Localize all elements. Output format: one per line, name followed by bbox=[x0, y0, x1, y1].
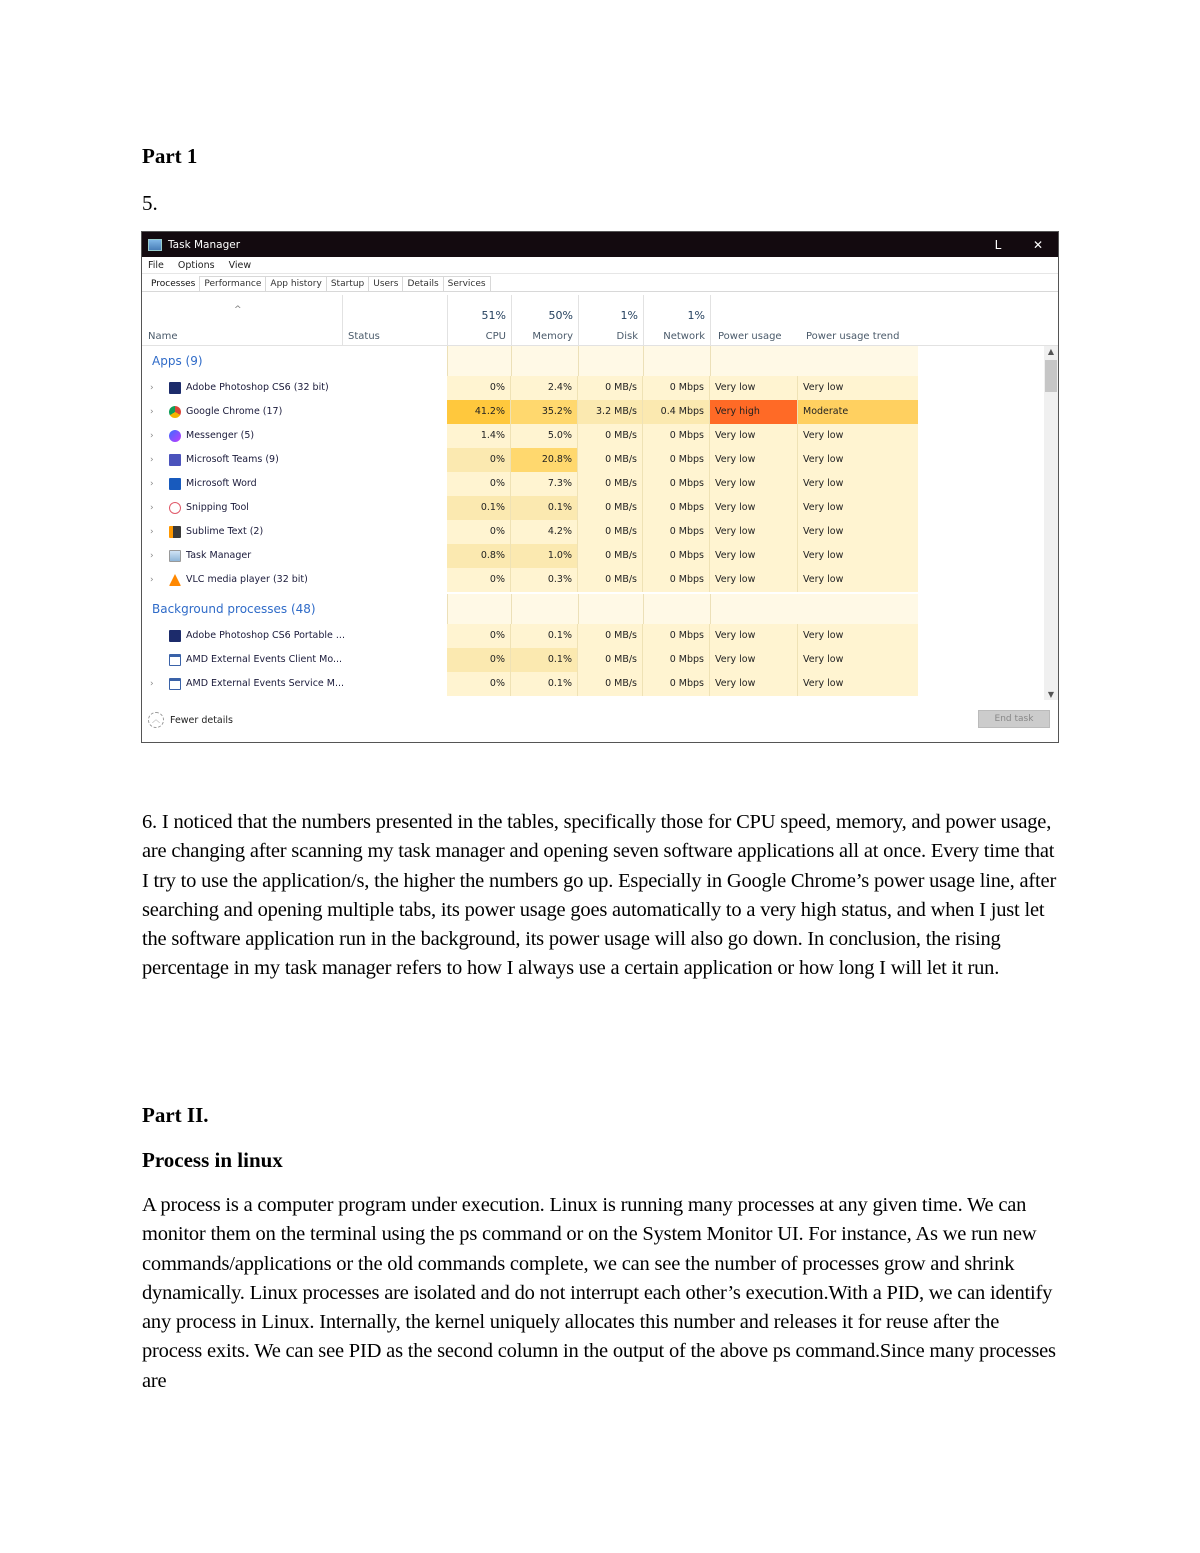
cell-network: 0 Mbps bbox=[643, 520, 710, 544]
cell-cpu: 0.8% bbox=[447, 544, 511, 568]
process-row[interactable] bbox=[142, 496, 1044, 520]
cell-memory: 20.8% bbox=[511, 448, 578, 472]
group-spacer-cell bbox=[447, 346, 511, 376]
tab-bar bbox=[142, 274, 1058, 292]
cell-power: Very high bbox=[710, 400, 798, 424]
process-name: Snipping Tool bbox=[186, 502, 249, 513]
cell-trend: Very low bbox=[798, 376, 918, 400]
process-row[interactable] bbox=[142, 376, 1044, 400]
cell-memory: 0.1% bbox=[511, 672, 578, 696]
process-row[interactable] bbox=[142, 624, 1044, 648]
process-name: VLC media player (32 bit) bbox=[186, 574, 308, 585]
cell-power: Very low bbox=[710, 544, 798, 568]
cell-trend: Very low bbox=[798, 520, 918, 544]
cell-network: 0 Mbps bbox=[643, 648, 710, 672]
cell-disk: 0 MB/s bbox=[578, 648, 643, 672]
process-name: Messenger (5) bbox=[186, 430, 255, 441]
cell-cpu: 41.2% bbox=[447, 400, 511, 424]
expand-chevron-icon[interactable]: › bbox=[150, 455, 154, 465]
tab-processes[interactable]: Processes bbox=[146, 276, 200, 291]
tab-performance[interactable]: Performance bbox=[199, 276, 266, 291]
cell-trend: Very low bbox=[798, 648, 918, 672]
scrollbar-thumb[interactable] bbox=[1045, 360, 1057, 392]
column-header bbox=[142, 295, 1058, 346]
expand-chevron-icon[interactable]: › bbox=[150, 679, 154, 689]
word-icon bbox=[169, 478, 181, 490]
cell-cpu: 0% bbox=[447, 624, 511, 648]
expand-chevron-icon[interactable]: › bbox=[150, 503, 154, 513]
group-spacer-cell bbox=[511, 346, 578, 376]
process-row[interactable] bbox=[142, 672, 1044, 696]
expand-chevron-icon[interactable]: › bbox=[150, 431, 154, 441]
cell-network: 0 Mbps bbox=[643, 472, 710, 496]
title-bar bbox=[142, 232, 1058, 257]
messenger-icon bbox=[169, 430, 181, 442]
cell-cpu: 0% bbox=[447, 376, 511, 400]
cell-power: Very low bbox=[710, 624, 798, 648]
process-name: AMD External Events Client Mo... bbox=[186, 654, 343, 665]
cell-network: 0 Mbps bbox=[643, 496, 710, 520]
cell-disk: 0 MB/s bbox=[578, 424, 643, 448]
tab-startup[interactable]: Startup bbox=[326, 276, 369, 291]
cell-cpu: 0.1% bbox=[447, 496, 511, 520]
process-row[interactable] bbox=[142, 568, 1044, 592]
column-power-usage-trend[interactable]: Power usage trend bbox=[806, 331, 900, 342]
tab-users[interactable]: Users bbox=[368, 276, 403, 291]
vertical-scrollbar[interactable] bbox=[1044, 346, 1058, 700]
group-apps bbox=[142, 346, 1044, 376]
column-cpu[interactable]: 51% CPU bbox=[481, 309, 506, 342]
footer bbox=[142, 702, 1058, 742]
cell-cpu: 0% bbox=[447, 672, 511, 696]
group-spacer-cell bbox=[798, 594, 918, 624]
snipping-tool-icon bbox=[169, 502, 181, 514]
cell-memory: 0.1% bbox=[511, 496, 578, 520]
cell-trend: Very low bbox=[798, 496, 918, 520]
cell-trend: Very low bbox=[798, 424, 918, 448]
cell-disk: 0 MB/s bbox=[578, 672, 643, 696]
process-name: Sublime Text (2) bbox=[186, 526, 264, 537]
process-name: Adobe Photoshop CS6 Portable ... bbox=[186, 630, 345, 641]
cell-disk: 0 MB/s bbox=[578, 568, 643, 592]
tab-details[interactable]: Details bbox=[402, 276, 443, 291]
column-memory[interactable]: 50% Memory bbox=[532, 309, 573, 342]
sublime-icon bbox=[169, 526, 181, 538]
task-manager-icon bbox=[148, 239, 162, 251]
cell-disk: 0 MB/s bbox=[578, 544, 643, 568]
process-row[interactable] bbox=[142, 400, 1044, 424]
group-spacer-cell bbox=[578, 594, 643, 624]
fewer-details-button[interactable]: ︿ Fewer details bbox=[148, 712, 233, 728]
group-spacer-cell bbox=[578, 346, 643, 376]
process-row[interactable] bbox=[142, 544, 1044, 568]
part2-subheading: Process in linux bbox=[142, 1148, 283, 1172]
cell-trend: Very low bbox=[798, 472, 918, 496]
cell-memory: 2.4% bbox=[511, 376, 578, 400]
photoshop-icon bbox=[169, 382, 181, 394]
process-name: Adobe Photoshop CS6 (32 bit) bbox=[186, 382, 329, 393]
group-spacer-cell bbox=[643, 594, 710, 624]
menu-options[interactable]: Options bbox=[177, 259, 215, 271]
cell-power: Very low bbox=[710, 672, 798, 696]
vlc-icon bbox=[169, 574, 181, 586]
cell-cpu: 0% bbox=[447, 648, 511, 672]
process-row[interactable] bbox=[142, 520, 1044, 544]
cell-network: 0.4 Mbps bbox=[643, 400, 710, 424]
cell-trend: Very low bbox=[798, 448, 918, 472]
process-name: AMD External Events Service M... bbox=[186, 678, 345, 689]
teams-icon bbox=[169, 454, 181, 466]
cell-memory: 0.1% bbox=[511, 624, 578, 648]
process-name: Google Chrome (17) bbox=[186, 406, 283, 417]
service-icon bbox=[169, 678, 181, 690]
column-name[interactable]: ^ Name bbox=[148, 305, 242, 342]
group-spacer-cell bbox=[643, 346, 710, 376]
menu-bar bbox=[142, 257, 1058, 274]
cell-power: Very low bbox=[710, 496, 798, 520]
service-icon bbox=[169, 654, 181, 666]
group-spacer-cell bbox=[447, 594, 511, 624]
cell-memory: 35.2% bbox=[511, 400, 578, 424]
process-list bbox=[142, 346, 1044, 700]
cell-power: Very low bbox=[710, 424, 798, 448]
task-manager-window bbox=[141, 231, 1059, 743]
group-label: Background processes (48) bbox=[152, 602, 316, 616]
process-name: Task Manager bbox=[186, 550, 252, 561]
cell-network: 0 Mbps bbox=[643, 624, 710, 648]
cell-network: 0 Mbps bbox=[643, 424, 710, 448]
cell-memory: 4.2% bbox=[511, 520, 578, 544]
expand-chevron-icon[interactable]: › bbox=[150, 383, 154, 393]
cell-trend: Very low bbox=[798, 672, 918, 696]
group-background-processes bbox=[142, 594, 1044, 624]
chevron-up-circle-icon: ︿ bbox=[148, 712, 164, 728]
process-row[interactable] bbox=[142, 448, 1044, 472]
sort-up-icon: ^ bbox=[234, 305, 242, 315]
process-row[interactable] bbox=[142, 472, 1044, 496]
cell-cpu: 1.4% bbox=[447, 424, 511, 448]
cell-memory: 1.0% bbox=[511, 544, 578, 568]
group-spacer-cell bbox=[710, 346, 798, 376]
cell-power: Very low bbox=[710, 520, 798, 544]
process-row[interactable] bbox=[142, 648, 1044, 672]
cell-power: Very low bbox=[710, 376, 798, 400]
cell-trend: Moderate bbox=[798, 400, 918, 424]
part1-heading: Part 1 bbox=[142, 144, 198, 168]
cell-cpu: 0% bbox=[447, 568, 511, 592]
cell-trend: Very low bbox=[798, 568, 918, 592]
expand-chevron-icon[interactable]: › bbox=[150, 527, 154, 537]
cell-disk: 0 MB/s bbox=[578, 448, 643, 472]
scroll-down-icon[interactable]: ▼ bbox=[1047, 690, 1055, 699]
item-6-paragraph: 6. I noticed that the numbers presented in the tables, specifically those for CPU speed, memory, and power usage, are changing after scanning my task manager and opening seven software applications all at once. Every time that I try to use the application/s, the higher the numbers go up. Especially in Google Chrome’s power usage line, after searching and opening multiple tabs, its power usage goes automatically to a very high status, and when I just let the software application run in the background, its power usage will also go down. In conclusion, the rising percentage in my task manager refers to how I always use a certain application or how long I will let it run. bbox=[142, 811, 1057, 980]
cell-network: 0 Mbps bbox=[643, 544, 710, 568]
cell-memory: 7.3% bbox=[511, 472, 578, 496]
cell-network: 0 Mbps bbox=[643, 376, 710, 400]
column-power-usage[interactable]: Power usage bbox=[718, 331, 782, 342]
cell-power: Very low bbox=[710, 648, 798, 672]
process-name: Microsoft Word bbox=[186, 478, 257, 489]
part2-heading: Part II. bbox=[142, 1103, 209, 1127]
cell-cpu: 0% bbox=[447, 448, 511, 472]
cell-memory: 0.3% bbox=[511, 568, 578, 592]
cell-cpu: 0% bbox=[447, 472, 511, 496]
cell-power: Very low bbox=[710, 568, 798, 592]
cell-disk: 0 MB/s bbox=[578, 496, 643, 520]
end-task-button[interactable]: End task bbox=[978, 710, 1050, 728]
cell-cpu: 0% bbox=[447, 520, 511, 544]
column-network[interactable]: 1% Network bbox=[663, 309, 705, 342]
group-spacer-cell bbox=[511, 594, 578, 624]
chrome-icon bbox=[169, 406, 181, 418]
cell-network: 0 Mbps bbox=[643, 672, 710, 696]
cell-memory: 5.0% bbox=[511, 424, 578, 448]
column-disk[interactable]: 1% Disk bbox=[616, 309, 638, 342]
expand-chevron-icon[interactable]: › bbox=[150, 407, 154, 417]
cell-disk: 0 MB/s bbox=[578, 376, 643, 400]
window-title: Task Manager bbox=[168, 238, 241, 251]
menu-file[interactable]: File bbox=[148, 259, 164, 271]
process-row[interactable] bbox=[142, 424, 1044, 448]
cell-power: Very low bbox=[710, 472, 798, 496]
group-spacer-cell bbox=[710, 594, 798, 624]
cell-trend: Very low bbox=[798, 544, 918, 568]
cell-power: Very low bbox=[710, 448, 798, 472]
expand-chevron-icon[interactable]: › bbox=[150, 551, 154, 561]
close-button[interactable]: ✕ bbox=[1032, 237, 1044, 252]
expand-chevron-icon[interactable]: › bbox=[150, 575, 154, 585]
minimize-button[interactable]: L bbox=[994, 237, 1002, 252]
cell-disk: 0 MB/s bbox=[578, 520, 643, 544]
cell-trend: Very low bbox=[798, 624, 918, 648]
scroll-up-icon[interactable]: ▲ bbox=[1047, 347, 1055, 356]
expand-chevron-icon[interactable]: › bbox=[150, 479, 154, 489]
cell-disk: 0 MB/s bbox=[578, 624, 643, 648]
photoshop-icon bbox=[169, 630, 181, 642]
group-label: Apps (9) bbox=[152, 354, 203, 368]
cell-disk: 3.2 MB/s bbox=[578, 400, 643, 424]
cell-memory: 0.1% bbox=[511, 648, 578, 672]
cell-network: 0 Mbps bbox=[643, 568, 710, 592]
cell-network: 0 Mbps bbox=[643, 448, 710, 472]
part2-paragraph: A process is a computer program under execution. Linux is running many processes at any given time. We can monitor them on the terminal using the ps command or on the System Monitor UI. For instance, As we run new commands/applications or the old commands complete, we can see the number of processes grow and shrink dynamically. Linux processes are isolated and do not interrupt each other’s execution.With a PID, we can identify any process in Linux. Internally, the kernel uniquely allocates this number and releases it for reuse after the process exits. We can see PID as the second column in the output of the above ps command.Since many processes are bbox=[142, 1194, 1056, 1392]
group-spacer-cell bbox=[798, 346, 918, 376]
tab-services[interactable]: Services bbox=[443, 276, 491, 291]
menu-view[interactable]: View bbox=[228, 259, 252, 271]
item-5-label: 5. bbox=[142, 191, 158, 215]
cell-disk: 0 MB/s bbox=[578, 472, 643, 496]
task-manager-icon bbox=[169, 550, 181, 562]
tab-app-history[interactable]: App history bbox=[265, 276, 326, 291]
process-name: Microsoft Teams (9) bbox=[186, 454, 279, 465]
column-status[interactable]: Status bbox=[348, 331, 380, 342]
